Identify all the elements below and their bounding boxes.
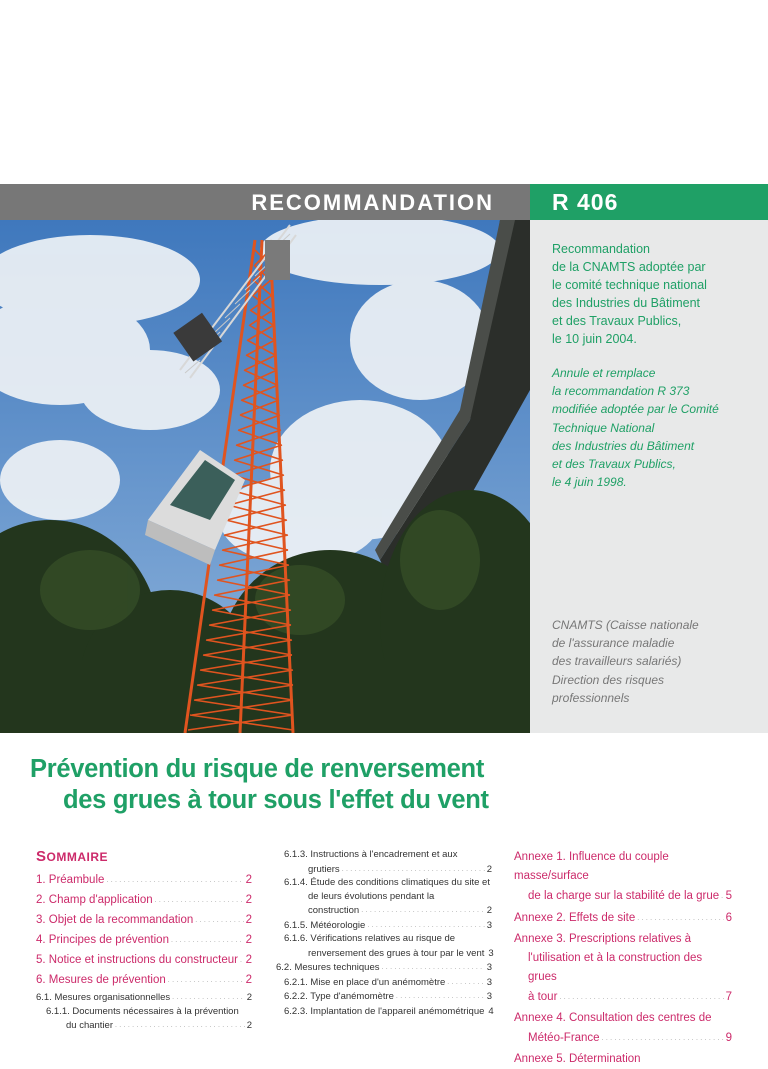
info-sidebar — [530, 220, 768, 733]
toc-entry-page: 6 — [725, 912, 732, 924]
toc-entry-page: 2 — [486, 863, 492, 875]
toc-annex-entry[interactable] — [514, 1009, 732, 1048]
toc-entry-label: Annexe 2. Effets de site — [514, 912, 636, 924]
toc-entry-page: 4 — [488, 1005, 494, 1017]
toc-entry-page: 2 — [245, 914, 252, 926]
toc-subentry[interactable] — [276, 918, 492, 933]
replacement-line: et des Travaux Publics, — [552, 457, 676, 472]
toc-entry-label-cont: à tour — [528, 991, 558, 1003]
toc-leader — [342, 862, 485, 877]
issuer-line: CNAMTS (Caisse nationale — [552, 618, 699, 632]
toc-entry-label: 3. Objet de la recommandation — [36, 914, 194, 926]
toc-entry-page: 2 — [245, 874, 252, 886]
toc-subentry[interactable] — [276, 848, 492, 876]
adoption-line: Recommandation — [552, 242, 650, 256]
issuer-line: Direction des risques — [552, 672, 665, 687]
toc-entry-page: 3 — [486, 919, 492, 931]
toc-entry-label: Annexe 5. Détermination — [514, 1053, 641, 1065]
toc-entry-page: 2 — [486, 905, 492, 916]
toc-entry-label: 6.2.1. Mise en place d'un anémomètre — [284, 976, 446, 988]
toc-column-1 — [36, 848, 252, 1033]
issuer-note — [552, 616, 699, 707]
toc-entry-page: 2 — [245, 934, 252, 946]
toc-leader — [240, 950, 244, 970]
toc-entry-page: 7 — [725, 991, 732, 1003]
toc-entry-label: 6. Mesures de prévention — [36, 974, 166, 986]
toc-entry[interactable] — [36, 970, 252, 990]
toc-column-3 — [514, 848, 732, 1069]
replacement-line: la recommandation R 373 — [552, 384, 690, 399]
toc-entry-label-cont: construction — [308, 905, 360, 916]
toc-leader — [447, 975, 484, 990]
toc-entry-page: 2 — [245, 954, 252, 966]
toc-subentry[interactable] — [36, 990, 252, 1005]
toc-entry-page: 3 — [486, 962, 492, 973]
title-line-2: des grues à tour sous l'effet du vent — [63, 786, 489, 814]
toc-entry-label: Annexe 3. Prescriptions relatives à — [514, 933, 692, 945]
toc-heading — [36, 848, 252, 865]
toc-leader — [382, 960, 485, 975]
toc-leader — [721, 886, 723, 906]
toc-leader — [172, 990, 245, 1005]
toc-entry-page: 2 — [246, 992, 252, 1003]
toc-leader — [367, 918, 484, 933]
toc-entry-label: 5. Notice et instructions du constructeur — [36, 954, 238, 966]
toc-leader — [195, 910, 243, 930]
recommendation-code: R 406 — [552, 189, 619, 215]
toc-annex-entry[interactable] — [514, 848, 732, 906]
toc-heading-initial: S — [36, 848, 47, 865]
toc-leader — [637, 908, 723, 928]
section-label: RECOMMANDATION — [251, 190, 494, 215]
toc-entry-page: 3 — [488, 947, 494, 959]
toc-entry-label: 6.2.3. Implantation de l'appareil anémométrique — [284, 1005, 485, 1017]
toc-leader — [396, 989, 485, 1004]
toc-column-2 — [276, 848, 492, 1018]
toc-leader — [115, 1018, 245, 1033]
toc-entry[interactable] — [36, 890, 252, 910]
toc-entry-page: 2 — [246, 1020, 252, 1031]
toc-entry[interactable] — [36, 930, 252, 950]
toc-subentry[interactable] — [276, 876, 492, 918]
document-title — [30, 754, 489, 816]
toc-entry-label: 6.1.3. Instructions à l'encadrement et aux — [284, 849, 458, 860]
toc-leader — [602, 1028, 724, 1048]
toc-entry-label: 6.2.2. Type d'anémomètre — [284, 991, 394, 1002]
toc-entry-label-cont: de leurs évolutions pendant la — [308, 890, 435, 902]
toc-entry-label-cont: l'utilisation et à la construction des grues — [528, 952, 703, 983]
toc-entry-page: 9 — [725, 1032, 732, 1044]
toc-entry-page: 3 — [486, 991, 492, 1002]
issuer-line: de l'assurance maladie — [552, 636, 675, 651]
section-banner — [0, 184, 530, 220]
replacement-line: le 4 juin 1998. — [552, 475, 627, 490]
toc-subentry[interactable] — [276, 960, 492, 975]
issuer-line: des travailleurs salariés) — [552, 654, 682, 669]
toc-leader — [559, 987, 723, 1007]
issuer-line: professionnels — [552, 690, 630, 705]
adoption-line: des Industries du Bâtiment — [552, 296, 700, 310]
toc-entry-label: 4. Principes de prévention — [36, 934, 169, 946]
toc-annex-entry[interactable] — [514, 1050, 732, 1069]
toc-entry-page: 2 — [245, 894, 252, 906]
toc-entry-label: 6.1.1. Documents nécessaires à la prévention — [46, 1005, 239, 1017]
toc-entry-label-cont: grutiers — [308, 863, 340, 875]
toc-subentry[interactable] — [276, 1004, 492, 1019]
toc-entry-label: 6.1.5. Météorologie — [284, 919, 366, 931]
toc-entry-label: 1. Préambule — [36, 874, 105, 886]
toc-entry-page: 2 — [245, 974, 252, 986]
toc-annex-entry[interactable] — [514, 908, 732, 928]
adoption-note — [552, 240, 707, 348]
toc-entry-label-cont: du chantier — [66, 1020, 114, 1031]
title-line-1: Prévention du risque de renversement — [30, 755, 485, 783]
replacement-line: modifiée adoptée par le Comité — [552, 402, 719, 417]
toc-entry-label: 6.2. Mesures techniques — [276, 962, 380, 973]
toc-entry-label: 6.1.6. Vérifications relatives au risque de — [284, 933, 456, 944]
toc-entry[interactable] — [36, 870, 252, 890]
toc-leader — [168, 970, 244, 990]
toc-entry[interactable] — [36, 910, 252, 930]
toc-leader — [361, 903, 484, 918]
adoption-line: le comité technique national — [552, 278, 707, 292]
replacement-line: Annule et remplace — [552, 366, 656, 380]
toc-subentry[interactable] — [36, 1005, 252, 1033]
toc-entry-label-cont: Météo-France — [528, 1032, 600, 1044]
toc-subentry[interactable] — [276, 989, 492, 1004]
toc-entry-label: Annexe 4. Consultation des centres de — [514, 1012, 712, 1024]
toc-entry-label: 6.1. Mesures organisationnelles — [36, 992, 171, 1003]
toc-heading-rest: OMMAIRE — [46, 850, 109, 864]
adoption-line: et des Travaux Publics, — [552, 314, 682, 328]
toc-subentry[interactable] — [276, 932, 492, 960]
toc-entry-label: 2. Champ d'application — [36, 894, 153, 906]
adoption-line: de la CNAMTS adoptée par — [552, 260, 706, 274]
replacement-note — [552, 364, 719, 491]
toc-entry-label-cont: renversement des grues à tour par le vent — [308, 947, 485, 959]
toc-subentry[interactable] — [276, 975, 492, 990]
replacement-line: des Industries du Bâtiment — [552, 438, 695, 453]
toc-entry[interactable] — [36, 950, 252, 970]
code-banner — [530, 184, 768, 220]
toc-entry-page: 5 — [725, 890, 732, 902]
adoption-line: le 10 juin 2004. — [552, 332, 637, 346]
toc-entry-label: Annexe 1. Influence du couple masse/surface — [514, 851, 669, 882]
replacement-line: Technique National — [552, 420, 655, 435]
toc-leader — [155, 890, 244, 910]
crane-photo — [0, 220, 530, 733]
toc-entry-label-cont: de la charge sur la stabilité de la grue — [528, 890, 720, 902]
toc-entry-page: 3 — [486, 976, 492, 988]
toc-leader — [106, 870, 243, 890]
toc-entry-label: 6.1.4. Étude des conditions climatiques du site et — [284, 877, 490, 888]
toc-leader — [171, 930, 244, 950]
toc-annex-entry[interactable] — [514, 930, 732, 1007]
